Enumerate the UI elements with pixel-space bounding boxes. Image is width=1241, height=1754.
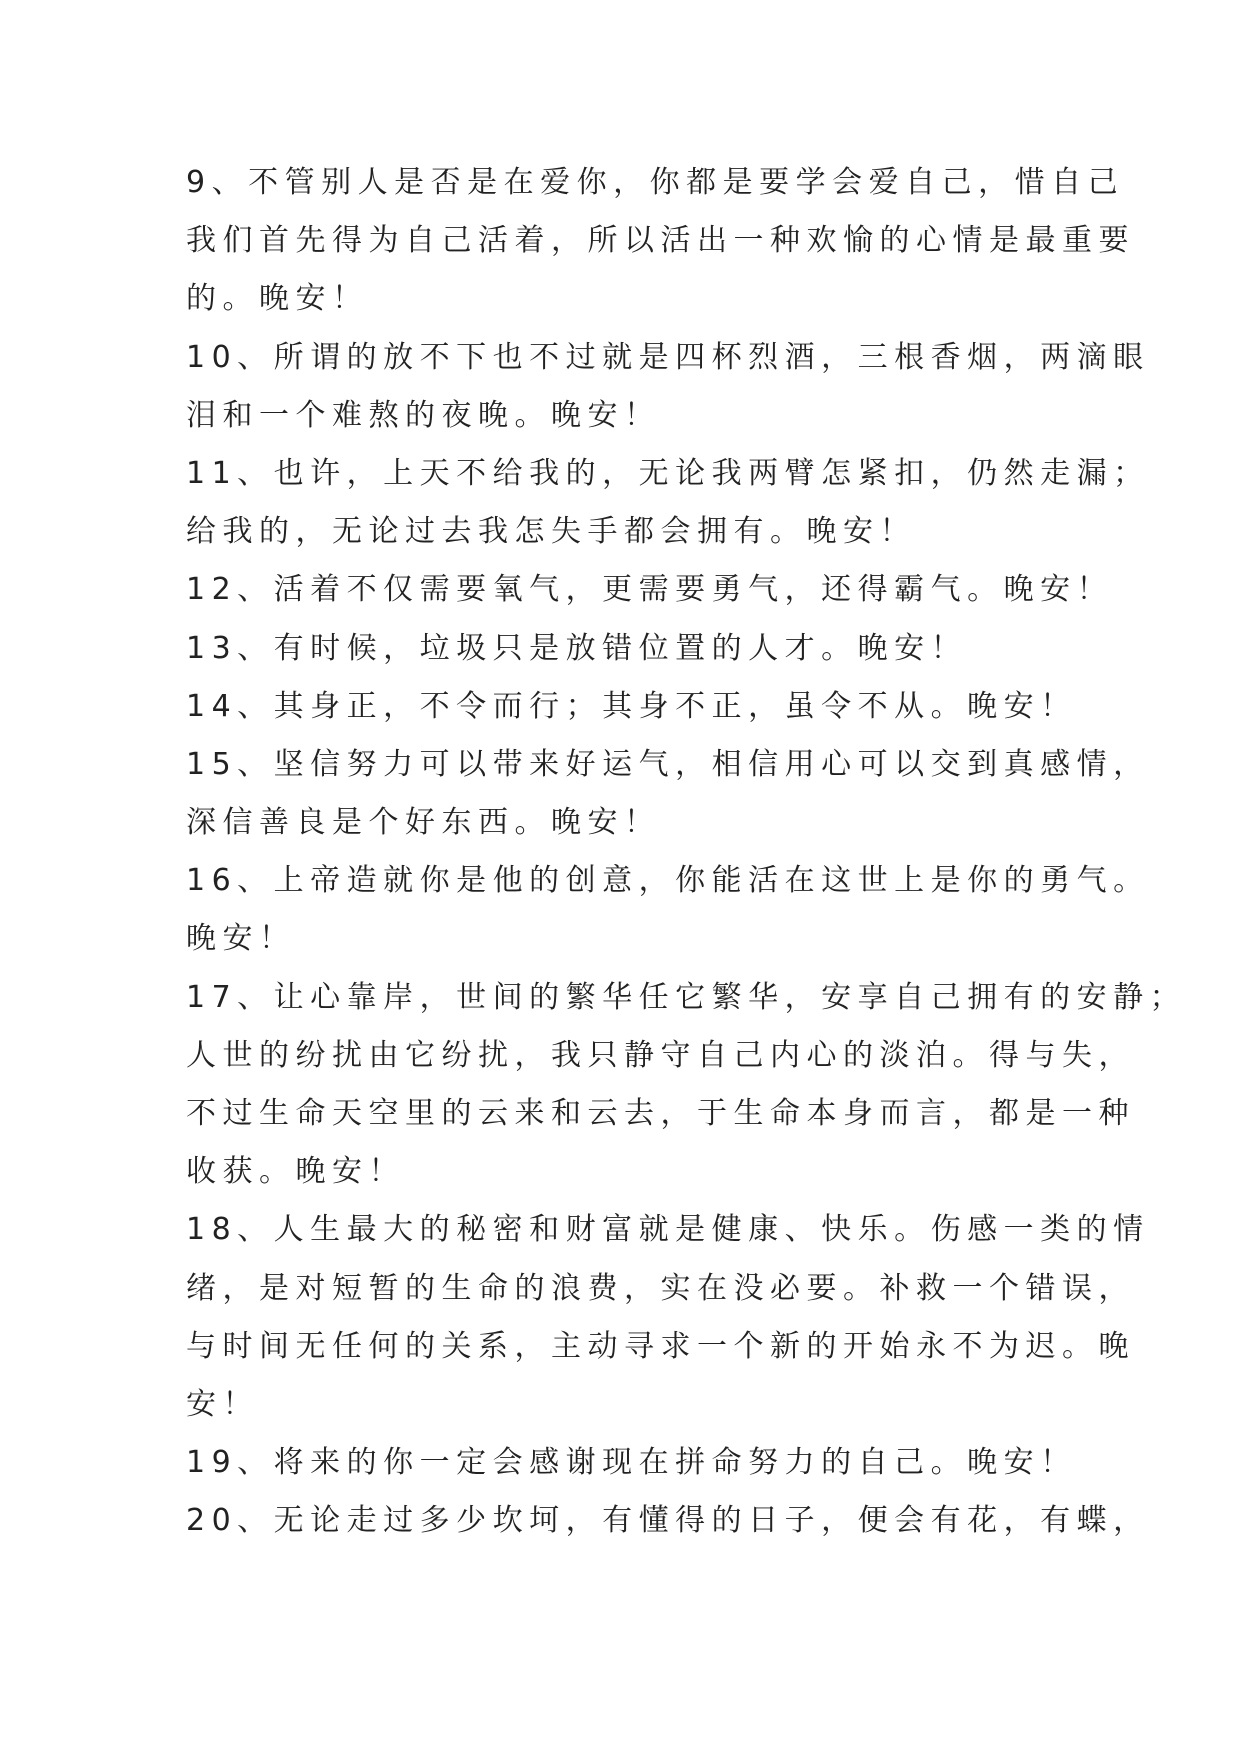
text-line: 19、将来的你一定会感谢现在拼命努力的自己。晚安！ xyxy=(186,1445,1077,1481)
text-line: 13、有时候，垃圾只是放错位置的人才。晚安！ xyxy=(186,630,968,666)
document-body xyxy=(186,154,1187,1551)
text-line: 的。晚安！ xyxy=(186,281,369,317)
text-line: 收获。晚安！ xyxy=(186,1154,405,1190)
text-line: 人世的纷扰由它纷扰，我只静守自己内心的淡泊。得与失， xyxy=(186,1037,1135,1073)
text-line: 14、其身正，不令而行；其身不正，虽令不从。晚安！ xyxy=(186,688,1077,724)
text-line: 绪，是对短暂的生命的浪费，实在没必要。补救一个错误， xyxy=(186,1270,1135,1306)
text-line: 我们首先得为自己活着，所以活出一种欢愉的心情是最重要 xyxy=(186,223,1135,259)
text-line: 9、不管别人是否是在爱你，你都是要学会爱自己，惜自己 xyxy=(186,165,1125,200)
text-line: 泪和一个难熬的夜晚。晚安！ xyxy=(186,397,661,433)
text-line: 11、也许，上天不给我的，无论我两臂怎紧扣，仍然走漏； xyxy=(186,455,1150,491)
text-line: 给我的，无论过去我怎失手都会拥有。晚安！ xyxy=(186,514,916,550)
text-line: 深信善良是个好东西。晚安！ xyxy=(186,805,661,841)
text-line: 与时间无任何的关系，主动寻求一个新的开始永不为迟。晚 xyxy=(186,1328,1135,1364)
text-line: 不过生命天空里的云来和云去，于生命本身而言，都是一种 xyxy=(186,1096,1135,1131)
text-line: 17、让心靠岸，世间的繁华任它繁华，安享自己拥有的安静； xyxy=(186,979,1187,1015)
text-line: 16、上帝造就你是他的创意，你能活在这世上是你的勇气。 xyxy=(186,863,1150,899)
text-line: 10、所谓的放不下也不过就是四杯烈酒，三根香烟，两滴眼 xyxy=(186,339,1150,375)
text-line: 15、坚信努力可以带来好运气，相信用心可以交到真感情， xyxy=(186,746,1150,782)
text-line: 12、活着不仅需要氧气，更需要勇气，还得霸气。晚安！ xyxy=(186,572,1114,608)
text-line: 安！ xyxy=(186,1386,259,1422)
text-line: 18、人生最大的秘密和财富就是健康、快乐。伤感一类的情 xyxy=(186,1212,1150,1248)
text-line: 晚安！ xyxy=(186,921,296,957)
text-line: 20、无论走过多少坎坷，有懂得的日子，便会有花，有蝶， xyxy=(186,1503,1150,1539)
